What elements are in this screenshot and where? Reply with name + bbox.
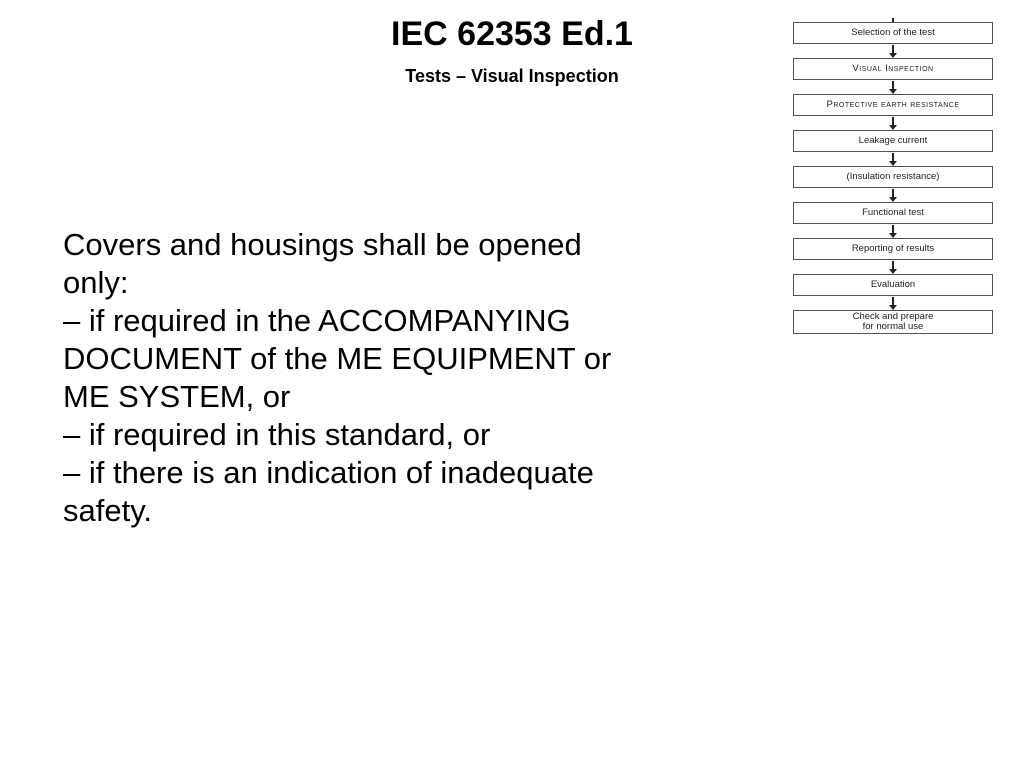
flow-step-functional-test: Functional test xyxy=(793,202,993,224)
down-arrow-icon xyxy=(891,189,895,203)
flow-step-leakage-current: Leakage current xyxy=(793,130,993,152)
body-line: – if required in the ACCOMPANYING xyxy=(63,303,571,338)
body-line: only: xyxy=(63,265,129,300)
down-arrow-icon xyxy=(891,153,895,167)
body-line: – if required in this standard, or xyxy=(63,417,491,452)
body-line: – if there is an indication of inadequate xyxy=(63,455,594,490)
flow-step-selection: Selection of the test xyxy=(793,22,993,44)
flow-step-protective-earth: Protective earth resistance xyxy=(793,94,993,116)
body-paragraph xyxy=(63,226,778,530)
slide-title: IEC 62353 Ed.1 xyxy=(391,15,633,53)
flow-step-visual-inspection: Visual Inspection xyxy=(793,58,993,80)
body-line: safety. xyxy=(63,493,153,528)
body-line: ME SYSTEM, or xyxy=(63,379,291,414)
down-arrow-icon xyxy=(891,225,895,239)
flow-step-reporting: Reporting of results xyxy=(793,238,993,260)
down-arrow-icon xyxy=(891,45,895,59)
flow-step-evaluation: Evaluation xyxy=(793,274,993,296)
flow-step-check-prepare: Check and prepare for normal use xyxy=(793,310,993,334)
test-sequence-flowchart xyxy=(790,18,996,338)
down-arrow-icon xyxy=(891,81,895,95)
down-arrow-icon xyxy=(891,297,895,311)
down-arrow-icon xyxy=(891,117,895,131)
body-line: DOCUMENT of the ME EQUIPMENT or xyxy=(63,341,612,376)
flow-step-insulation-resistance: (Insulation resistance) xyxy=(793,166,993,188)
slide-subtitle: Tests – Visual Inspection xyxy=(405,66,619,86)
down-arrow-icon xyxy=(891,261,895,275)
body-line: Covers and housings shall be opened xyxy=(63,227,582,262)
